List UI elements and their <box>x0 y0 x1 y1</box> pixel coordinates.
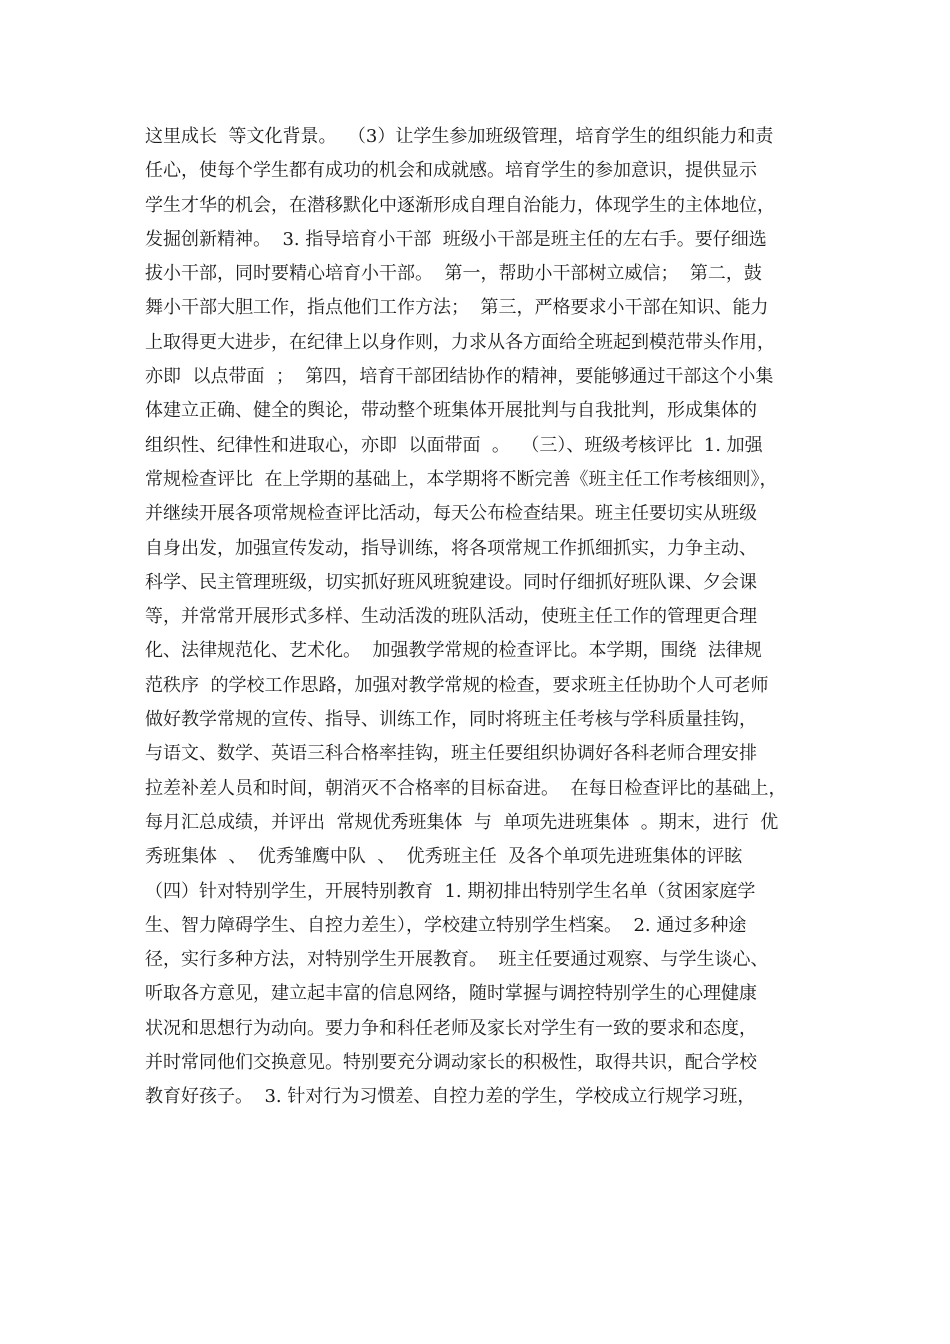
text-line: 舞小干部大胆工作，指点他们工作方法； 第三，严格要求小干部在知识、能力 <box>145 297 769 319</box>
text-line: 体建立正确、健全的舆论，带动整个班集体开展批判与自我批判，形成集体的 <box>145 400 757 422</box>
text-line: 听取各方意见，建立起丰富的信息网络，随时掌握与调控特别学生的心理健康 <box>145 983 757 1005</box>
text-line: 等，并常常开展形式多样、生动活泼的班队活动，使班主任工作的管理更合理 <box>145 606 757 628</box>
text-line: 生、智力障碍学生、自控力差生），学校建立特别学生档案。 2. 通过多种途 <box>145 914 747 936</box>
text-line: 亦即 以点带面 ； 第四，培育干部团结协作的精神，要能够通过干部这个小集 <box>145 366 774 388</box>
text-line: 拉差补差人员和时间，朝消灭不合格率的目标奋进。 在每日检查评比的基础上， <box>145 777 787 799</box>
text-line: 自身出发，加强宣传发动，指导训练，将各项常规工作抓细抓实，力争主动、 <box>145 537 757 559</box>
text-line: 拔小干部，同时要精心培育小干部。 第一，帮助小干部树立威信； 第二，鼓 <box>145 263 762 285</box>
text-line: 与语文、数学、英语三科合格率挂钩，班主任要组织协调好各科老师合理安排 <box>145 743 757 765</box>
text-line: 组织性、纪律性和进取心，亦即 以面带面 。 （三）、班级考核评比 1. 加强 <box>145 434 763 456</box>
text-line: 常规检查评比 在上学期的基础上，本学期将不断完善《班主任工作考核细则》， <box>145 468 778 490</box>
text-line: 这里成长 等文化背景。 （3）让学生参加班级管理，培育学生的组织能力和责 <box>145 126 774 147</box>
text-line: 发掘创新精神。 3. 指导培育小干部 班级小干部是班主任的左右手。要仔细选 <box>145 228 767 250</box>
text-line: 上取得更大进步，在纪律上以身作则，力求从各方面给全班起到模范带头作用， <box>145 331 775 353</box>
text-line: 径，实行多种方法，对特别学生开展教育。 班主任要通过观察、与学生谈心、 <box>145 949 769 971</box>
text-line: 教育好孩子。 3. 针对行为习惯差、自控力差的学生，学校成立行规学习班， <box>145 1086 756 1108</box>
text-line: 每月汇总成绩，并评出 常规优秀班集体 与 单项先进班集体 。期末，进行 优 <box>145 811 779 833</box>
text-line: 任心，使每个学生都有成功的机会和成就感。培育学生的参加意识，提供显示 <box>145 160 757 182</box>
text-line: 并继续开展各项常规检查评比活动，每天公布检查结果。班主任要切实从班级 <box>145 503 757 525</box>
body-text <box>145 120 825 1115</box>
text-line: 化、法律规范化、艺术化。 加强教学常规的检查评比。本学期，围绕 法律规 <box>145 640 762 662</box>
text-line: 状况和思想行为动向。要力争和科任老师及家长对学生有一致的要求和态度， <box>145 1017 757 1039</box>
text-line: 并时常同他们交换意见。特别要充分调动家长的积极性，取得共识，配合学校 <box>145 1052 757 1074</box>
text-line: 秀班集体 、 优秀雏鹰中队 、 优秀班主任 及各个单项先进班集体的评眩 <box>145 846 743 868</box>
text-line: （四）针对特别学生，开展特别教育 1. 期初排出特别学生名单（贫困家庭学 <box>145 880 756 902</box>
text-line: 学生才华的机会，在潜移默化中逐渐形成自理自治能力，体现学生的主体地位， <box>145 194 775 216</box>
text-line: 做好教学常规的宣传、指导、训练工作，同时将班主任考核与学科质量挂钩， <box>145 709 757 731</box>
text-line: 范秩序 的学校工作思路，加强对教学常规的检查，要求班主任协助个人可老师 <box>145 674 769 696</box>
text-line: 科学、民主管理班级，切实抓好班风班貌建设。同时仔细抓好班队课、夕会课 <box>145 571 757 593</box>
